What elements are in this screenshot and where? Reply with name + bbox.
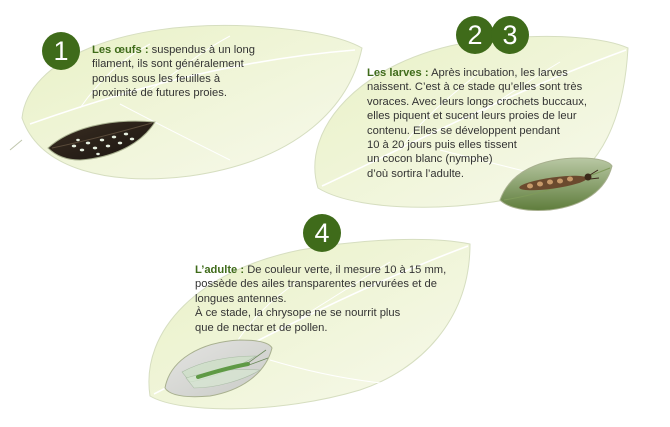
adult-line-1: De couleur verte, il mesure 10 à 15 mm, <box>244 264 447 276</box>
stage-number-badge-4: 4 <box>303 214 341 252</box>
adult-line-5: que de nectar et de pollen. <box>195 321 328 334</box>
eggs-description <box>92 43 255 101</box>
larvae-line-4: elles piquent et sucent leurs proies de leur <box>367 110 577 123</box>
eggs-line-1: suspendus à un long <box>148 44 255 56</box>
larvae-line-5: contenu. Elles se développent pendant <box>367 124 560 137</box>
larvae-line-2: naissent. C’est à ce stade qu’elles sont très <box>367 81 583 94</box>
larvae-line-1: Après incubation, les larves <box>428 67 568 79</box>
larvae-line-3: voraces. Avec leurs longs crochets buccaux, <box>367 95 587 108</box>
larvae-title: Les larves : <box>367 67 429 79</box>
eggs-title: Les œufs : <box>92 44 149 56</box>
larvae-line-7: un cocon blanc (nymphe) <box>367 153 493 166</box>
adult-description <box>195 263 446 335</box>
adult-line-3: longues antennes. <box>195 292 287 305</box>
eggs-line-3: pondus sous les feuilles à <box>92 72 221 85</box>
stage-number-badge-1: 1 <box>42 32 80 70</box>
larvae-line-8: d’où sortira l’adulte. <box>367 167 465 180</box>
eggs-line-4: proximité de futures proies. <box>92 87 227 100</box>
adult-line-4: À ce stade, la chrysope ne se nourrit plus <box>195 307 401 320</box>
stage-number-badge-3: 3 <box>491 16 529 54</box>
larvae-description <box>367 66 587 181</box>
adult-line-2: possède des ailes transparentes nervurées et de <box>195 278 437 291</box>
eggs-line-2: filament, ils sont généralement <box>92 58 244 71</box>
stage-number-badge-2: 2 <box>456 16 494 54</box>
larvae-line-6: 10 à 20 jours puis elles tissent <box>367 139 517 152</box>
adult-title: L’adulte : <box>195 264 245 276</box>
